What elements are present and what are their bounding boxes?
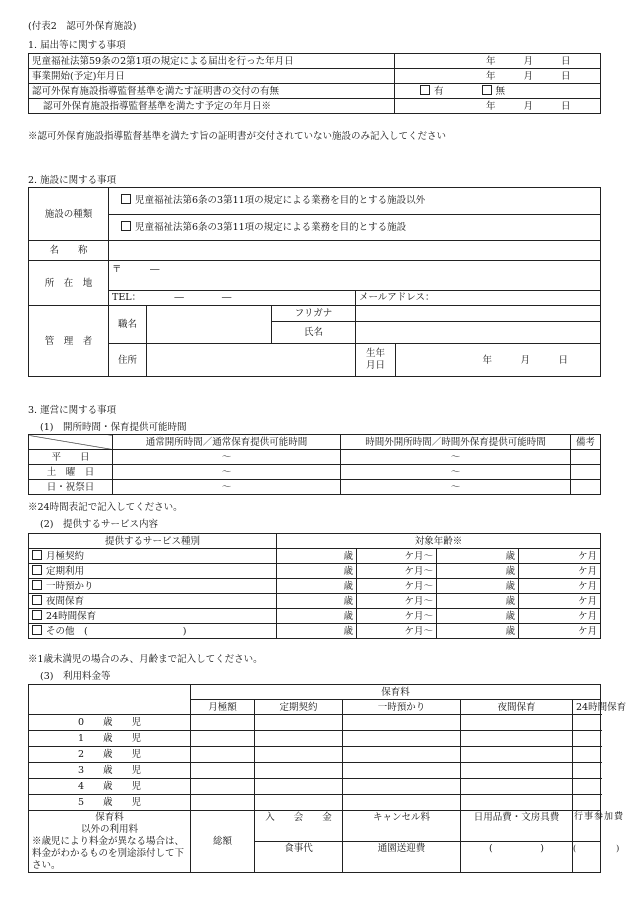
service-type[interactable]: 夜間保育 <box>29 594 277 609</box>
table-row <box>29 214 601 241</box>
fee-field[interactable] <box>343 779 461 795</box>
fee-field[interactable] <box>573 715 601 731</box>
table-row <box>29 624 601 639</box>
table-row <box>29 188 601 215</box>
age-to-months[interactable]: ケ月 <box>519 594 601 609</box>
table-row <box>29 811 601 842</box>
checkbox[interactable] <box>32 565 42 575</box>
table-row <box>29 261 601 291</box>
age-from-months[interactable]: ケ月～ <box>357 579 437 594</box>
remarks-field[interactable] <box>571 480 601 495</box>
services-table <box>28 533 601 639</box>
notification-table <box>28 53 601 114</box>
age-to-months[interactable]: ケ月 <box>519 624 601 639</box>
fee-field[interactable] <box>573 731 601 747</box>
age-label: 5 歳 児 <box>29 795 191 811</box>
date-field[interactable]: 年 月 日 <box>395 99 601 114</box>
age-to-months[interactable]: ケ月 <box>519 609 601 624</box>
col-header: 対象年齢※ <box>277 534 601 549</box>
service-type[interactable]: その他 ( ) <box>29 624 277 639</box>
date-field[interactable]: 年 月 日 <box>395 69 601 84</box>
facility-type-option1[interactable]: 児童福祉法第6条の3第11項の規定による業務を目的とする施設以外 <box>109 188 601 215</box>
table-row <box>29 465 601 480</box>
section1-note: ※認可外保育施設指導監督基準を満たす旨の証明書が交付されていない施設のみ記入してください <box>28 131 447 142</box>
fee-field[interactable] <box>191 795 255 811</box>
age-to-years[interactable]: 歳 <box>437 549 519 564</box>
age-from-months[interactable]: ケ月～ <box>357 609 437 624</box>
services-note: ※1歳未満児の場合のみ、月齢まで記入してください。 <box>28 654 263 665</box>
table-row <box>29 579 601 594</box>
services-subheading: (2) 提供するサービス内容 <box>40 519 158 530</box>
table-row <box>29 763 601 779</box>
soge-label: 通園送迎費 <box>343 842 461 873</box>
table-row <box>29 241 601 261</box>
checkbox[interactable] <box>32 625 42 635</box>
hours-note: ※24時間表記で記入してください。 <box>28 502 183 513</box>
facility-type-option2[interactable]: 児童福祉法第6条の3第11項の規定による業務を目的とする施設 <box>109 214 601 241</box>
fee-field[interactable] <box>191 779 255 795</box>
day-label: 土 曜 日 <box>29 465 113 480</box>
hours-field[interactable]: ～ <box>113 450 341 465</box>
age-from-years[interactable]: 歳 <box>277 624 357 639</box>
age-from-months[interactable]: ケ月～ <box>357 594 437 609</box>
age-label: 1 歳 児 <box>29 731 191 747</box>
other-fees-label: 保育料 以外の利用料 ※歳児により料金が異なる場合は、料金がわかるものを別途添付して下さい。 <box>29 811 191 873</box>
day-label: 平 日 <box>29 450 113 465</box>
nyukai-label: 入 会 金 <box>255 811 343 842</box>
address-label: 所 在 地 <box>29 261 109 306</box>
age-to-years[interactable]: 歳 <box>437 624 519 639</box>
age-from-years[interactable]: 歳 <box>277 549 357 564</box>
manager-label: 管 理 者 <box>29 306 109 377</box>
age-from-months[interactable]: ケ月～ <box>357 549 437 564</box>
name-field[interactable] <box>109 241 601 261</box>
form-title: (付表2 認可外保育施設) <box>28 21 137 32</box>
fee-field[interactable] <box>255 747 343 763</box>
col-header: 一時預かり <box>343 700 461 715</box>
paren-field[interactable]: ( ) <box>461 842 573 873</box>
name-label: 名 称 <box>29 241 109 261</box>
checkbox[interactable] <box>32 610 42 620</box>
age-label: 3 歳 児 <box>29 763 191 779</box>
table-row <box>29 480 601 495</box>
remarks-field[interactable] <box>571 450 601 465</box>
checkbox[interactable] <box>121 194 131 204</box>
age-from-years[interactable]: 歳 <box>277 579 357 594</box>
fee-field[interactable] <box>255 779 343 795</box>
table-row <box>29 549 601 564</box>
fee-field[interactable] <box>191 715 255 731</box>
fee-field[interactable] <box>573 795 601 811</box>
col-header: 夜間保育 <box>461 700 573 715</box>
age-to-months[interactable]: ケ月 <box>519 579 601 594</box>
age-from-months[interactable]: ケ月～ <box>357 624 437 639</box>
diagonal-cell <box>29 435 113 450</box>
table-row <box>29 69 601 84</box>
birth-date-field[interactable]: 年 月 日 <box>396 344 601 377</box>
table-row <box>29 685 601 700</box>
tel-field[interactable]: TEL： ― ― <box>109 290 356 305</box>
hours-field[interactable]: ～ <box>341 465 571 480</box>
table-row <box>29 306 601 322</box>
table-row <box>29 609 601 624</box>
fee-field[interactable] <box>343 747 461 763</box>
fee-field[interactable] <box>191 747 255 763</box>
age-from-months[interactable]: ケ月～ <box>357 564 437 579</box>
fees-table <box>28 684 627 873</box>
col-header: 定期契約 <box>255 700 343 715</box>
fee-field[interactable] <box>573 779 601 795</box>
table-row <box>29 715 601 731</box>
jusho-label: 住所 <box>109 344 147 377</box>
fee-field[interactable] <box>461 731 573 747</box>
table-row <box>29 84 601 99</box>
fee-field[interactable] <box>343 763 461 779</box>
service-type[interactable]: 一時預かり <box>29 579 277 594</box>
age-label: 0 歳 児 <box>29 715 191 731</box>
row-label: 認可外保育施設指導監督基準を満たす予定の年月日※ <box>29 99 395 114</box>
hours-subheading: (1) 開所時間・保育提供可能時間 <box>40 422 187 433</box>
cancel-label: キャンセル料 <box>343 811 461 842</box>
fee-field[interactable] <box>255 795 343 811</box>
age-from-years[interactable]: 歳 <box>277 594 357 609</box>
fee-field[interactable] <box>573 763 601 779</box>
date-field[interactable]: 年 月 日 <box>395 54 601 69</box>
birth-label: 生年 月日 <box>356 344 396 377</box>
age-to-years[interactable]: 歳 <box>437 564 519 579</box>
fee-field[interactable] <box>461 763 573 779</box>
checkbox[interactable] <box>32 580 42 590</box>
post-label: 職名 <box>109 306 147 344</box>
checkbox[interactable] <box>32 550 42 560</box>
remarks-field[interactable] <box>571 465 601 480</box>
fee-field[interactable] <box>573 747 601 763</box>
table-row <box>29 54 601 69</box>
table-row <box>29 594 601 609</box>
row-label: 児童福祉法第59条の2第1項の規定による届出を行った年月日 <box>29 54 395 69</box>
table-row <box>29 435 601 450</box>
certificate-choice[interactable]: 有 無 <box>395 84 601 99</box>
age-label: 2 歳 児 <box>29 747 191 763</box>
shokuji-label: 食事代 <box>255 842 343 873</box>
fee-field[interactable] <box>461 747 573 763</box>
table-row <box>29 779 601 795</box>
blank-cell <box>29 685 191 715</box>
age-from-years[interactable]: 歳 <box>277 564 357 579</box>
fee-field[interactable] <box>191 763 255 779</box>
day-label: 日・祝祭日 <box>29 480 113 495</box>
facility-type-label: 施設の種類 <box>29 188 109 241</box>
table-row <box>29 450 601 465</box>
furigana-label: フリガナ <box>272 306 356 322</box>
age-from-years[interactable]: 歳 <box>277 609 357 624</box>
table-row <box>29 99 601 114</box>
row-label: 認可外保育施設指導監督基準を満たす証明書の交付の有無 <box>29 84 395 99</box>
checkbox-no[interactable] <box>482 85 492 95</box>
hours-field[interactable]: ～ <box>341 480 571 495</box>
fee-field[interactable] <box>255 763 343 779</box>
fee-field[interactable] <box>255 731 343 747</box>
hours-field[interactable]: ～ <box>113 465 341 480</box>
age-to-months[interactable]: ケ月 <box>519 549 601 564</box>
furigana-field[interactable] <box>356 306 601 322</box>
section2-heading: 2. 施設に関する事項 <box>28 175 117 186</box>
fee-field[interactable] <box>191 731 255 747</box>
fee-field[interactable] <box>461 795 573 811</box>
table-row <box>29 795 601 811</box>
fee-field[interactable] <box>461 715 573 731</box>
facility-table <box>28 187 601 377</box>
row-label: 事業開始(予定)年月日 <box>29 69 395 84</box>
section1-heading: 1. 届出等に関する事項 <box>28 40 126 51</box>
service-type[interactable]: 月極契約 <box>29 549 277 564</box>
nichiyo-label: 日用品費・文房具費 <box>461 811 573 842</box>
age-to-months[interactable]: ケ月 <box>519 564 601 579</box>
total-label: 総額 <box>191 811 255 873</box>
col-header: 時間外開所時間／時間外保育提供可能時間 <box>341 435 571 450</box>
col-header: 24時間保育 <box>573 700 601 715</box>
age-to-years[interactable]: 歳 <box>437 579 519 594</box>
hours-table <box>28 434 601 495</box>
table-row <box>29 564 601 579</box>
service-type[interactable]: 定期利用 <box>29 564 277 579</box>
post-field[interactable] <box>147 306 272 344</box>
fee-field[interactable] <box>343 731 461 747</box>
table-row <box>29 731 601 747</box>
table-row <box>29 290 601 305</box>
checkbox-yes[interactable] <box>420 85 430 95</box>
checkbox[interactable] <box>32 595 42 605</box>
email-field[interactable]: メールアドレス： <box>356 290 601 305</box>
age-label: 4 歳 児 <box>29 779 191 795</box>
table-row <box>29 747 601 763</box>
postal-field[interactable]: 〒 ― <box>109 261 601 291</box>
section3-heading: 3. 運営に関する事項 <box>28 405 117 416</box>
col-header: 提供するサービス種別 <box>29 534 277 549</box>
col-header: 月極額 <box>191 700 255 715</box>
jusho-field[interactable] <box>147 344 356 377</box>
fee-field[interactable] <box>343 715 461 731</box>
fee-field[interactable] <box>461 779 573 795</box>
checkbox[interactable] <box>121 221 131 231</box>
hours-field[interactable]: ～ <box>341 450 571 465</box>
fees-subheading: (3) 利用料金等 <box>40 671 111 682</box>
service-type[interactable]: 24時間保育 <box>29 609 277 624</box>
age-to-years[interactable]: 歳 <box>437 609 519 624</box>
gyoji-label: 行事参加費 <box>573 811 601 842</box>
table-row <box>29 344 601 377</box>
fee-field[interactable] <box>343 795 461 811</box>
col-header: 備考 <box>571 435 601 450</box>
shimei-label: 氏名 <box>272 321 356 343</box>
fee-field[interactable] <box>255 715 343 731</box>
shimei-field[interactable] <box>356 321 601 343</box>
fee-top-header: 保育料 <box>191 685 601 700</box>
table-row <box>29 534 601 549</box>
hours-field[interactable]: ～ <box>113 480 341 495</box>
age-to-years[interactable]: 歳 <box>437 594 519 609</box>
paren-field[interactable]: ( ) <box>573 842 601 873</box>
col-header: 通常開所時間／通常保育提供可能時間 <box>113 435 341 450</box>
